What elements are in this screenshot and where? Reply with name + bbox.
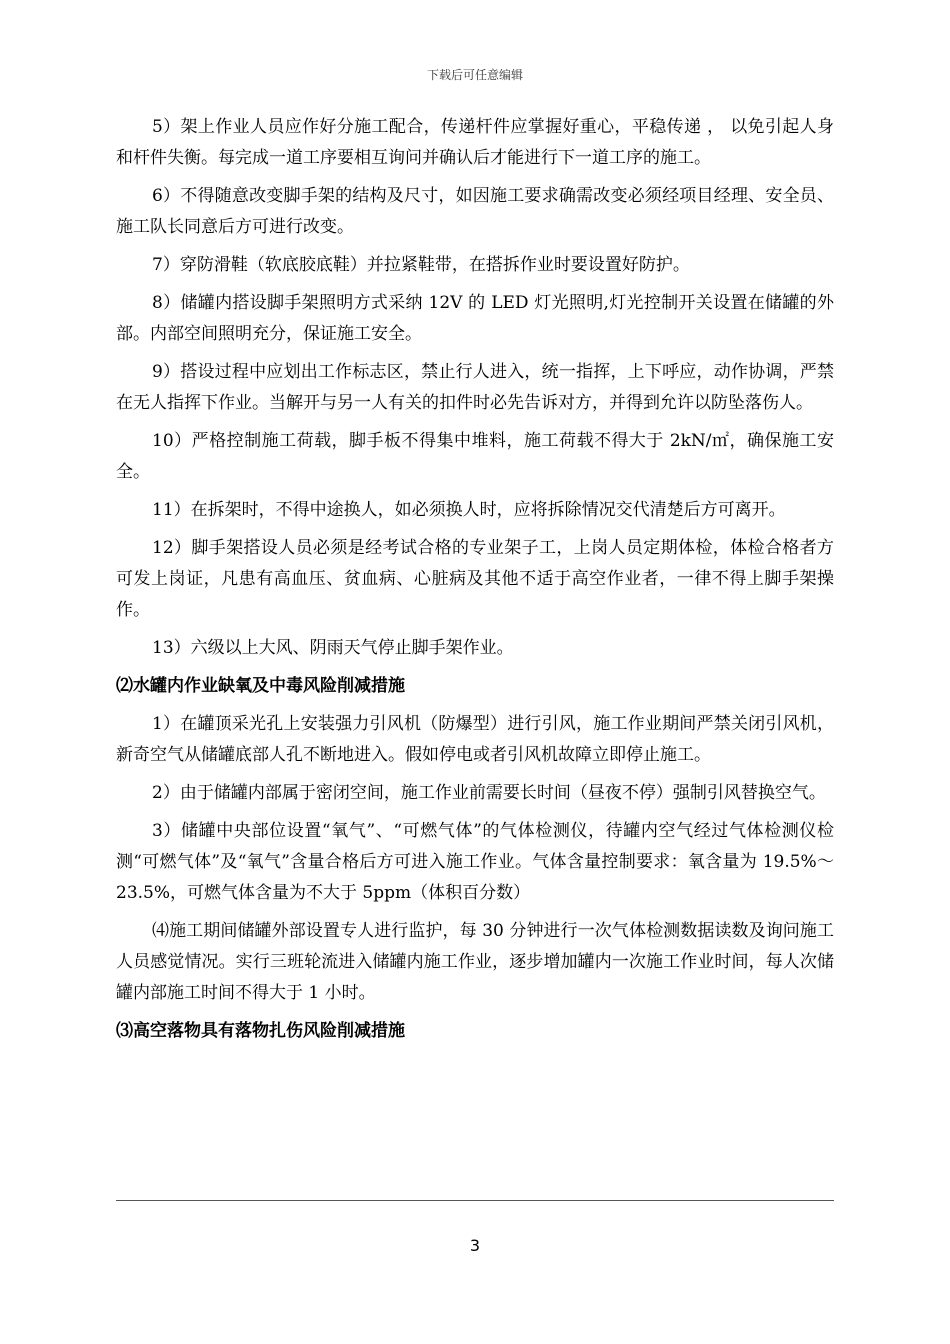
paragraph-item-13: 13）六级以上大风、阴雨天气停止脚手架作业。 bbox=[152, 638, 514, 658]
paragraph-item-6: 6）不得随意改变脚手架的结构及尺寸，如因施工要求确需改变必须经项目经理、安全员、施工队长同意后方可进行改变。 bbox=[116, 186, 834, 237]
page-number: 3 bbox=[469, 1236, 481, 1255]
paragraph-item-9: 9）搭设过程中应划出工作标志区，禁止行人进入，统一指挥，上下呼应，动作协调，严禁在无人指挥下作业。当解开与另一人有关的扣件时必先告诉对方，并得到允许以防坠落伤人。 bbox=[116, 362, 834, 413]
footer-divider bbox=[116, 1200, 834, 1201]
paragraph-item-11: 11）在拆架时，不得中途换人，如必须换人时，应将拆除情况交代清楚后方可离开。 bbox=[152, 500, 786, 520]
paragraph-item-8: 8）储罐内搭设脚手架照明方式采纳 12V 的 LED 灯光照明,灯光控制开关设置在储罐的外部。内部空间照明充分，保证施工安全。 bbox=[116, 293, 834, 344]
section-heading-2: ⑵水罐内作业缺氧及中毒风险削减措施 bbox=[116, 676, 405, 696]
paragraph-measure-3: 3）储罐中央部位设置“氧气”、“可燃气体”的气体检测仪，待罐内空气经过气体检测仪检测“可燃气体”及“氧气”含量合格后方可进入施工作业。气体含量控制要求：氧含量为 19.5%～23.5%，可燃气体含量为不大于 5ppm（体积百分数） bbox=[116, 821, 834, 903]
section-heading-3: ⑶高空落物具有落物扎伤风险削减措施 bbox=[116, 1021, 405, 1041]
paragraph-measure-4: ⑷施工期间储罐外部设置专人进行监护，每 30 分钟进行一次气体检测数据读数及询问施工人员感觉情况。实行三班轮流进入储罐内施工作业，逐步增加罐内一次施工作业时间，每人次储罐内部施工时间不得大于 1 小时。 bbox=[116, 921, 834, 1003]
document-body bbox=[116, 112, 834, 1054]
paragraph-item-5: 5）架上作业人员应作好分施工配合，传递杆件应掌握好重心，平稳传递 ， 以免引起人身和杆件失衡。每完成一道工序要相互询问并确认后才能进行下一道工序的施工。 bbox=[116, 117, 834, 168]
paragraph-measure-1: 1）在罐顶采光孔上安装强力引风机（防爆型）进行引风，施工作业期间严禁关闭引风机，新奇空气从储罐底部人孔不断地进入。假如停电或者引风机故障立即停止施工。 bbox=[116, 714, 834, 765]
page-header-note: 下载后可任意编辑 bbox=[426, 68, 523, 82]
paragraph-item-10: 10）严格控制施工荷载，脚手板不得集中堆料，施工荷载不得大于 2kN/㎡，确保施工安全。 bbox=[116, 431, 834, 482]
paragraph-item-7: 7）穿防滑鞋（软底胶底鞋）并拉紧鞋带，在搭拆作业时要设置好防护。 bbox=[152, 255, 690, 275]
paragraph-measure-2: 2）由于储罐内部属于密闭空间，施工作业前需要长时间（昼夜不停）强制引风替换空气。 bbox=[152, 783, 826, 803]
paragraph-item-12: 12）脚手架搭设人员必须是经考试合格的专业架子工，上岗人员定期体检，体检合格者方可发上岗证，凡患有高血压、贫血病、心脏病及其他不适于高空作业者，一律不得上脚手架操作。 bbox=[116, 538, 834, 620]
